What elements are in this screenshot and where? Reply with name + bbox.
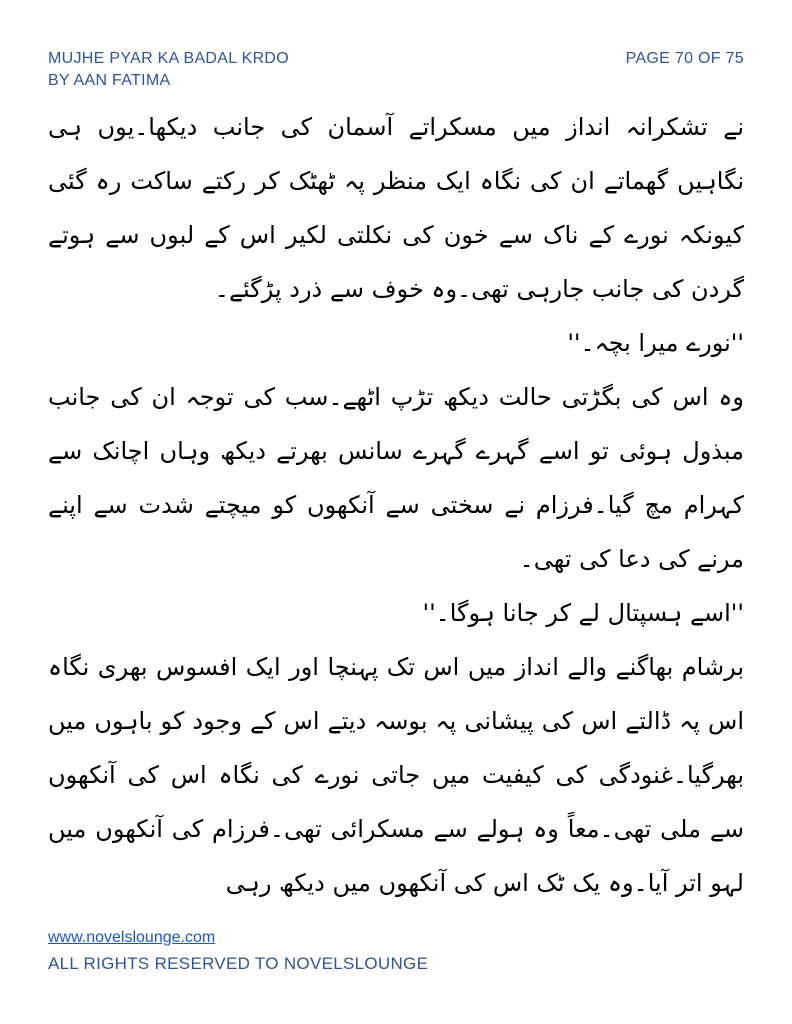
header-left [48, 48, 289, 92]
dialogue-line: ''نورے میرا بچہ۔'' [567, 329, 744, 357]
paragraph: برشام بھاگنے والے انداز میں اس تک پہنچا اور ایک افسوس بھری نگاہ اس پہ ڈالتے اس کی پیشانی پہ بوسہ دیتے اس کے وجود کو باہوں میں بھرگیا۔غنودگی کی کیفیت میں جاتی نورے کی نگاہ اس کی آنکھوں سے ملی تھی۔معاً وہ ہولے سے مسکرائی تھی۔فرزام کی آنکھوں میں لہو اتر آیا۔وہ یک ٹک اس کی آنکھوں میں دیکھ رہی [48, 653, 744, 897]
dialogue-line: ''اسے ہسپتال لے کر جانا ہوگا۔'' [422, 599, 744, 627]
paragraph: وہ اس کی بگڑتی حالت دیکھ تڑپ اٹھے۔سب کی توجہ ان کی جانب مبذول ہوئی تو اسے گہرے گہرے سانس بھرتے دیکھ وہاں اچانک سے کہرام مچ گیا۔فرزام نے سختی سے آنکھوں کو میچتے شدت سے اپنے مرنے کی دعا کی تھی۔ [48, 383, 744, 573]
novel-title: MUJHE PYAR KA BADAL KRDO [48, 50, 290, 67]
website-link[interactable]: www.novelslounge.com [48, 929, 216, 946]
paragraph: نے تشکرانہ انداز میں مسکراتے آسمان کی جانب دیکھا۔یوں ہی نگاہیں گھماتے ان کی نگاہ ایک منظر پہ ٹھٹک کر رکتے ساکت رہ گئی کیونکہ نورے کے ناک سے خون کی نکلتی لکیر اس کے لبوں سے ہوتے گردن کی جانب جارہی تھی۔وہ خوف سے ذرد پڑگئے۔ [48, 113, 744, 303]
page-number: PAGE 70 OF 75 [625, 50, 744, 67]
page-body [48, 100, 744, 910]
novel-author: BY AAN FATIMA [48, 72, 171, 89]
rights-notice: ALL RIGHTS RESERVED TO NOVELSLOUNGE [48, 954, 429, 973]
